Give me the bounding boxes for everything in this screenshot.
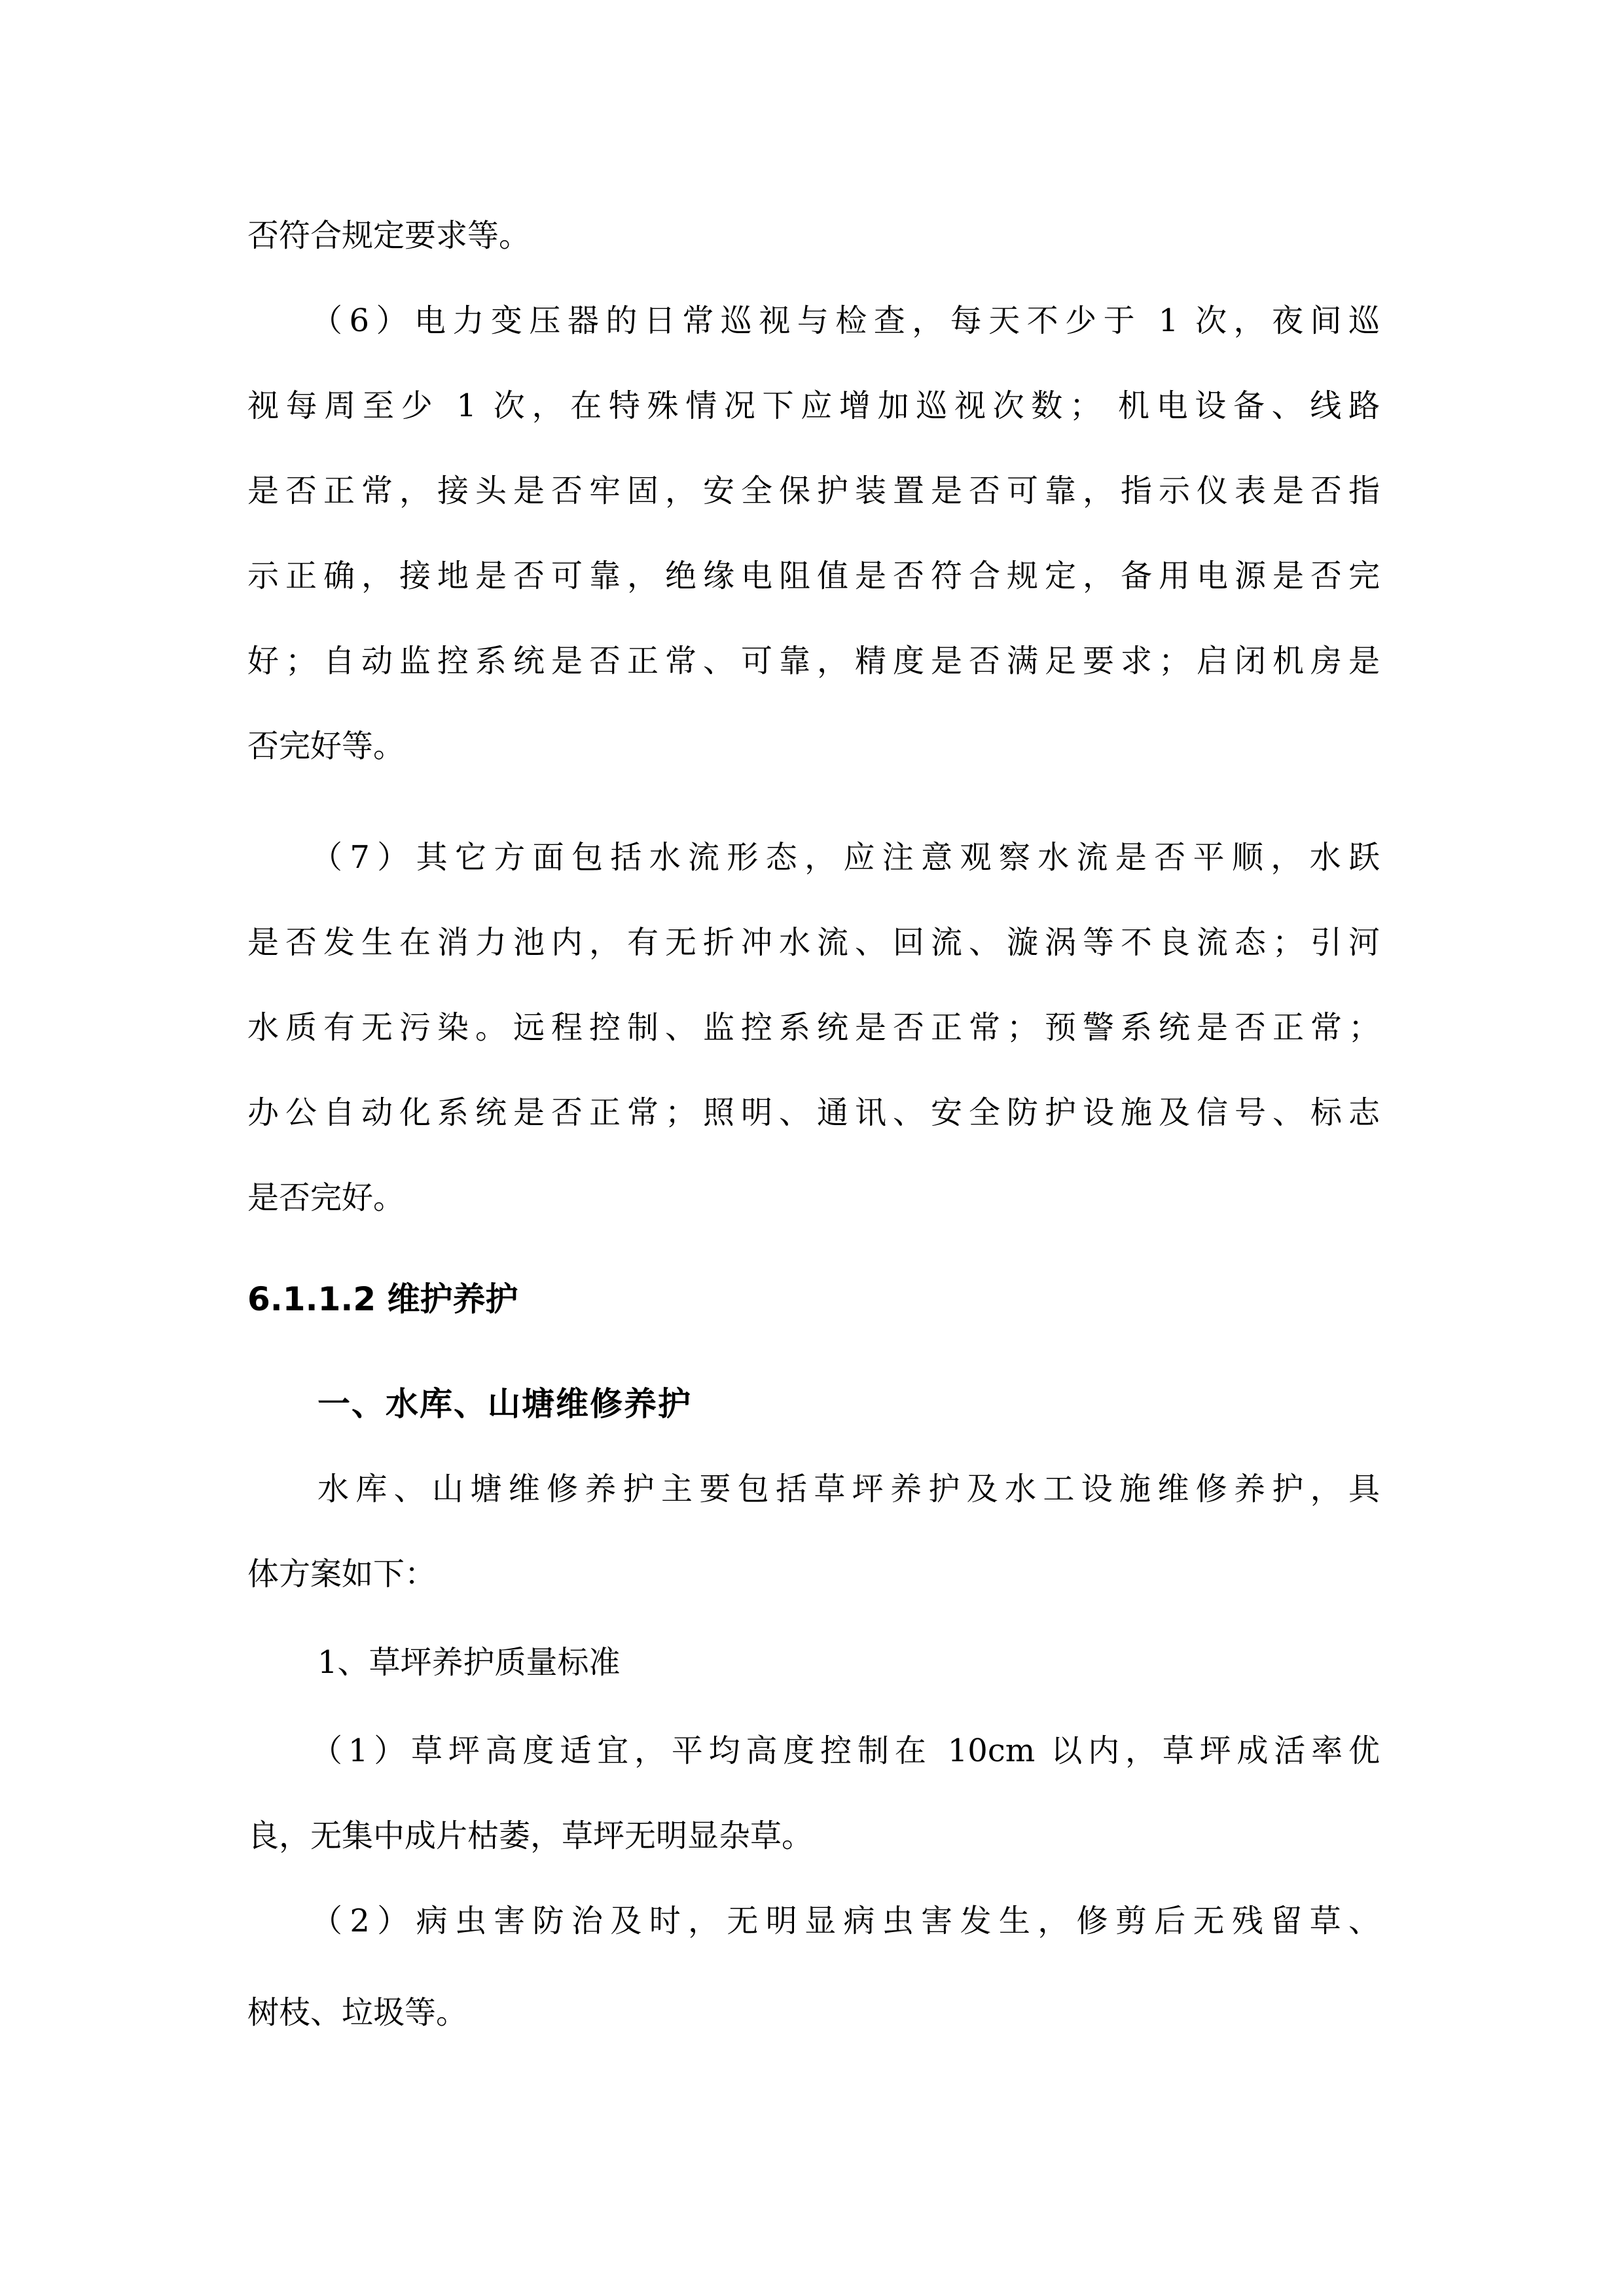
- item-7-line-2: 是否发生在消力池内，有无折冲水流、回流、漩涡等不良流态；引河: [247, 924, 1380, 961]
- intro-line-2: 体方案如下：: [247, 1556, 437, 1592]
- item-7-line-3: 水质有无污染。远程控制、监控系统是否正常；预警系统是否正常；: [247, 1009, 1380, 1046]
- standard-item-1-line-1: （1）草坪高度适宜，平均高度控制在 10cm 以内，草坪成活率优: [311, 1732, 1380, 1769]
- item-7-line-1: （7）其它方面包括水流形态，应注意观察水流是否平顺，水跃: [311, 839, 1380, 876]
- intro-line-1: 水库、山塘维修养护主要包括草坪养护及水工设施维修养护，具: [317, 1471, 1380, 1507]
- item-6-line-5: 好；自动监控系统是否正常、可靠，精度是否满足要求；启闭机房是: [247, 643, 1380, 679]
- standard-item-2-line-2: 树枝、垃圾等。: [247, 1994, 468, 2031]
- item-7-line-5: 是否完好。: [247, 1179, 405, 1216]
- standard-item-1-line-2: 良，无集中成片枯萎，草坪无明显杂草。: [247, 1818, 814, 1854]
- section-heading: 6.1.1.2 维护养护: [247, 1280, 518, 1318]
- item-6-line-3: 是否正常，接头是否牢固，安全保护装置是否可靠，指示仪表是否指: [247, 473, 1380, 509]
- item-6-line-1: （6）电力变压器的日常巡视与检查，每天不少于 1 次，夜间巡: [311, 302, 1380, 339]
- standard-title: 1、草坪养护质量标准: [317, 1644, 621, 1681]
- standard-item-2-line-1: （2）病虫害防治及时，无明显病虫害发生，修剪后无残留草、: [311, 1903, 1380, 1939]
- paragraph-continuation-line: 否符合规定要求等。: [247, 217, 531, 254]
- item-6-line-4: 示正确，接地是否可靠，绝缘电阻值是否符合规定，备用电源是否完: [247, 558, 1380, 594]
- item-6-line-2: 视每周至少 1 次，在特殊情况下应增加巡视次数； 机电设备、线路: [247, 387, 1380, 424]
- item-6-line-6: 否完好等。: [247, 728, 405, 764]
- subsection-heading: 一、水库、山塘维修养护: [317, 1384, 692, 1423]
- item-7-line-4: 办公自动化系统是否正常；照明、通讯、安全防护设施及信号、标志: [247, 1094, 1380, 1131]
